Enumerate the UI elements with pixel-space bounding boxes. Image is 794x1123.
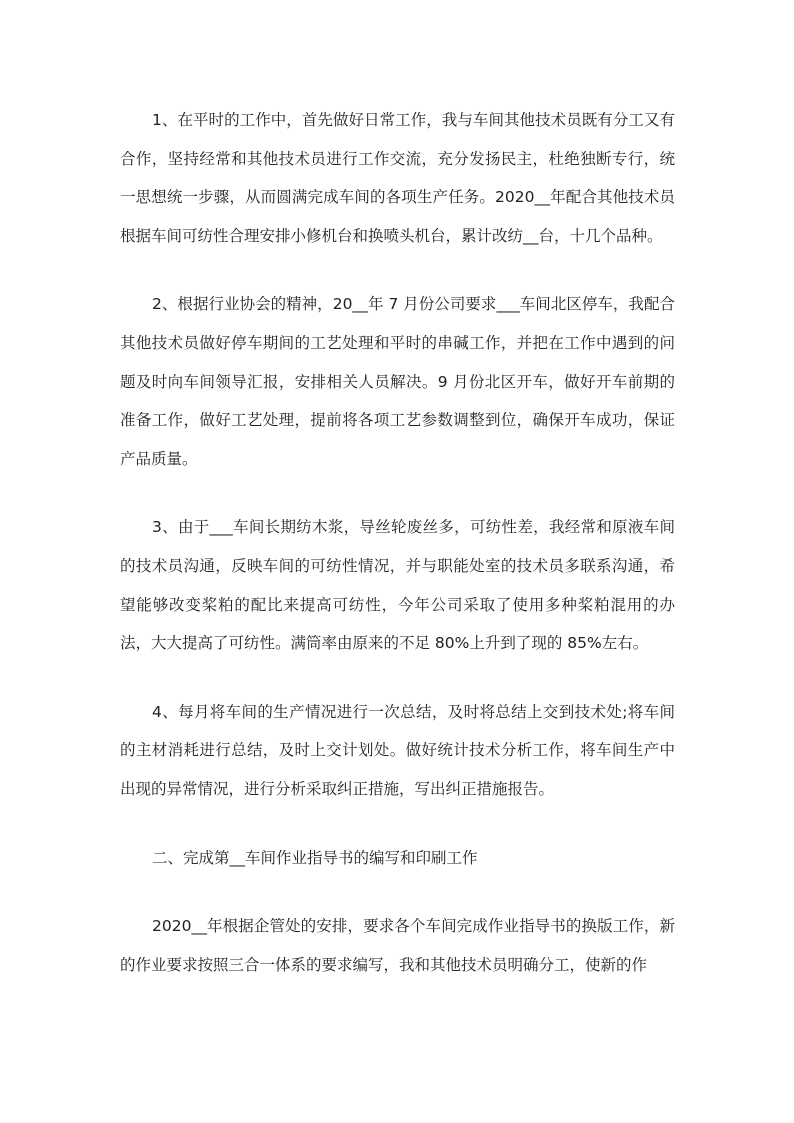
paragraph-item-3: 3、由于___车间长期纺木浆，导丝轮废丝多，可纺性差，我经常和原液车间的技术员沟通，反映车间的可纺性情况，并与职能处室的技术员多联系沟通，希望能够改变桨粕的配比来提高可纺性，今年公司采取了使用多种桨粕混用的办法，大大提高了可纺性。满筒率由原来的不足 80%上升到了现的 85%左右。 bbox=[120, 518, 675, 653]
document-body bbox=[120, 101, 675, 1014]
paragraph-item-1: 1、在平时的工作中，首先做好日常工作，我与车间其他技术员既有分工又有合作，坚持经常和其他技术员进行工作交流，充分发扬民主，杜绝独断专行，统一思想统一步骤，从而圆满完成车间的各项生产任务。2020__年配合其他技术员根据车间可纺性合理安排小修机台和换喷头机台，累计改纺__台，十几个品种。 bbox=[120, 111, 675, 245]
paragraph-section-2-body: 2020__年根据企管处的安排，要求各个车间完成作业指导书的换版工作，新的作业要求按照三合一体系的要求编写，我和其他技术员明确分工，使新的作 bbox=[120, 917, 675, 974]
paragraph-item-4: 4、每月将车间的生产情况进行一次总结，及时将总结上交到技术处;将车间的主材消耗进行总结，及时上交计划处。做好统计技术分析工作，将车间生产中出现的异常情况，进行分析采取纠正措施，写出纠正措施报告。 bbox=[120, 702, 675, 798]
section-heading-2: 二、完成第__车间作业指导书的编写和印刷工作 bbox=[152, 848, 478, 867]
paragraph-item-2: 2、根据行业协会的精神，20__年 7 月份公司要求___车间北区停车，我配合其他技术员做好停车期间的工艺处理和平时的串碱工作，并把在工作中遇到的问题及时向车间领导汇报，安排相关人员解决。9 月份北区开车，做好开车前期的准备工作，做好工艺处理，提前将各项工艺参数调整到位，确保开车成功，保证产品质量。 bbox=[120, 295, 675, 468]
